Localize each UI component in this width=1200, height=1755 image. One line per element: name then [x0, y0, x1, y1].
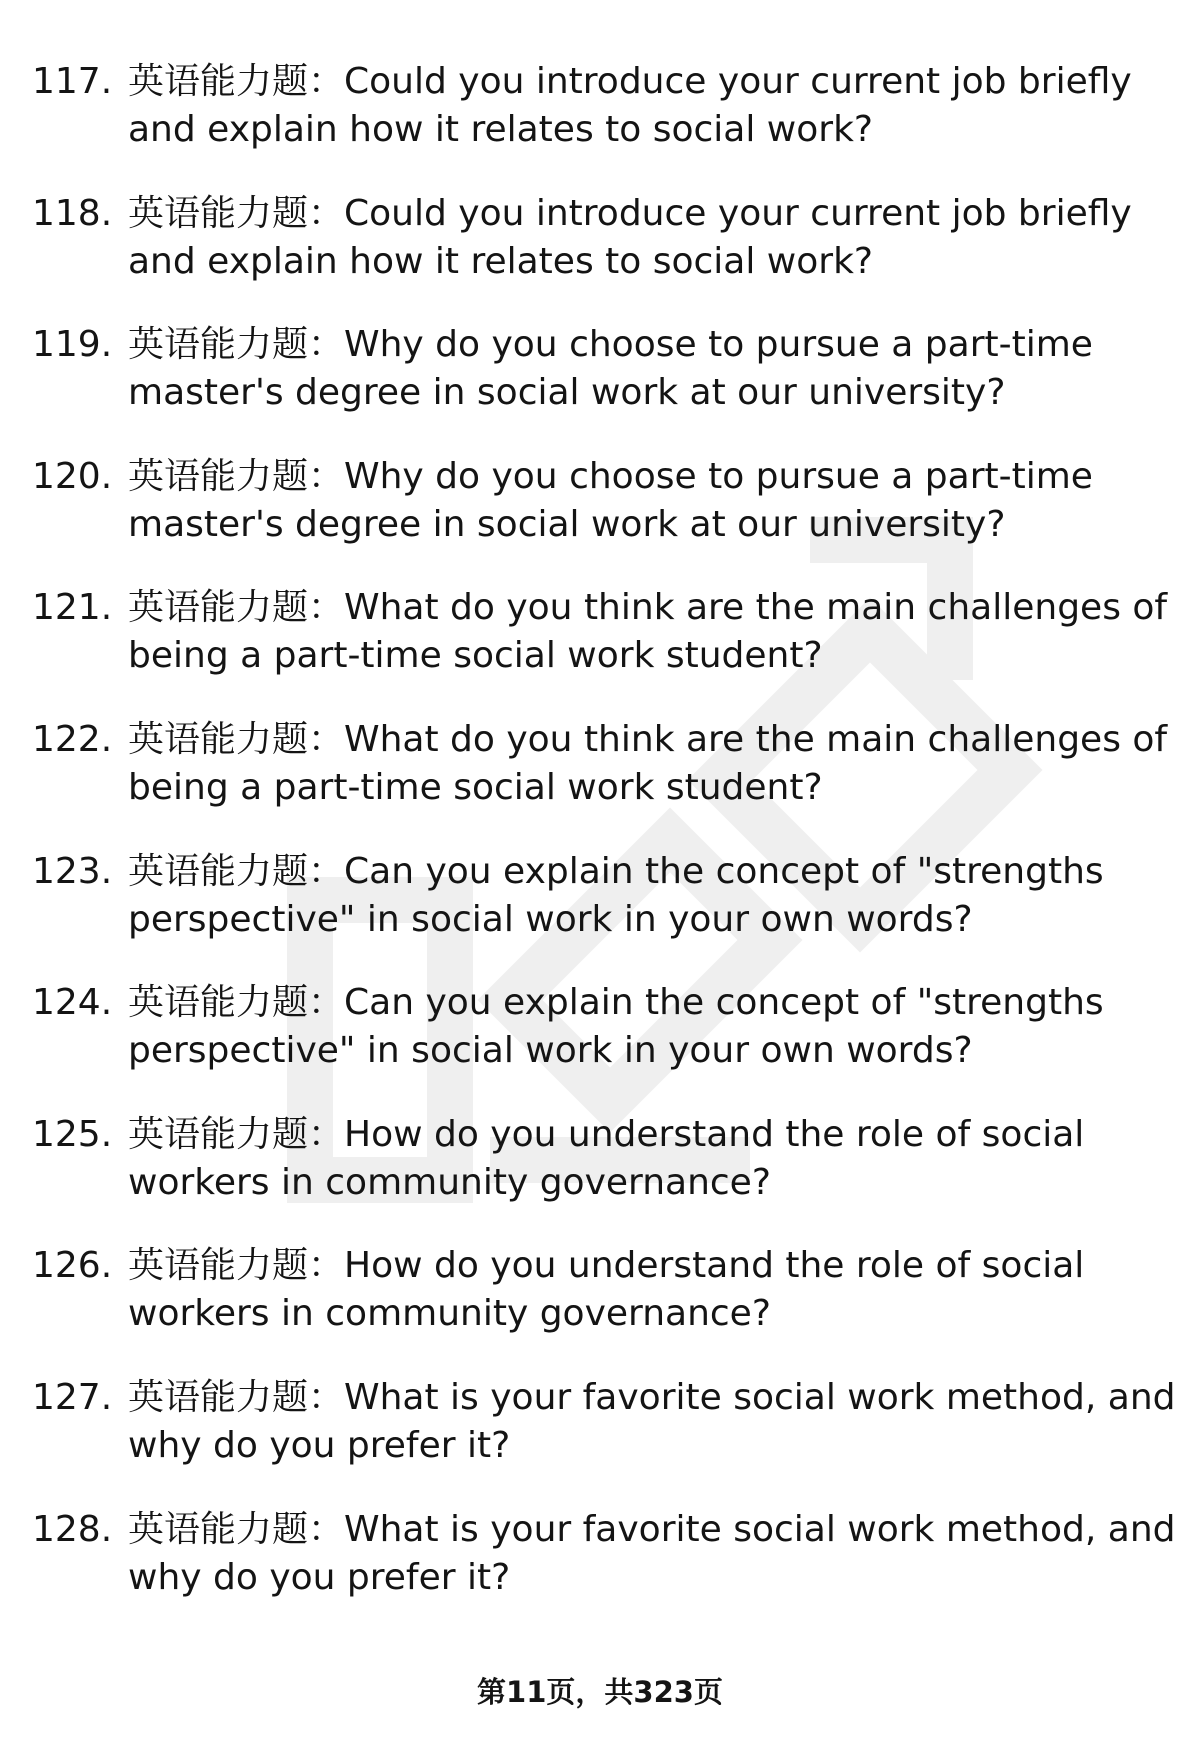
question-text-line: why do you prefer it? [128, 1424, 511, 1466]
question-text-line: master's degree in social work at our university? [128, 503, 1006, 545]
question-text-line: 英语能力题：Can you explain the concept of "strengths [128, 982, 1104, 1024]
question-number: 127. [32, 1376, 113, 1418]
question-text [128, 584, 1168, 680]
question-text [128, 1374, 1176, 1470]
question-list [0, 58, 1200, 1637]
question-text [128, 848, 1138, 944]
question-text-line: why do you prefer it? [128, 1556, 511, 1598]
list-item [0, 584, 1200, 716]
question-text-line: 英语能力题：Could you introduce your current job briefly [128, 192, 1132, 234]
question-number: 122. [32, 718, 113, 760]
question-text-line: 英语能力题：How do you understand the role of social [128, 1245, 1085, 1287]
question-text-line: 英语能力题：What do you think are the main challenges of [128, 587, 1168, 629]
question-number: 128. [32, 1508, 113, 1550]
list-item [0, 58, 1200, 190]
question-text-line: 英语能力题：What is your favorite social work method, and [128, 1508, 1176, 1550]
list-item [0, 716, 1200, 848]
list-item [0, 1111, 1200, 1243]
question-number: 120. [32, 455, 113, 497]
question-text-line: 英语能力题：What do you think are the main challenges of [128, 718, 1168, 760]
list-item [0, 848, 1200, 980]
question-text-line: being a part-time social work student? [128, 635, 823, 677]
question-number: 121. [32, 587, 113, 629]
list-item [0, 1506, 1200, 1638]
question-text-line: 英语能力题：What is your favorite social work method, and [128, 1376, 1176, 1418]
question-number: 124. [32, 982, 113, 1024]
question-text [128, 58, 1138, 154]
question-number: 117. [32, 61, 113, 102]
question-text [128, 1111, 1138, 1207]
question-text-line: perspective" in social work in your own words? [128, 898, 973, 940]
question-text-line: and explain how it relates to social work? [128, 240, 874, 282]
question-number: 123. [32, 850, 113, 892]
question-text [128, 190, 1138, 286]
question-text-line: master's degree in social work at our university? [128, 372, 1006, 414]
list-item [0, 453, 1200, 585]
list-item [0, 190, 1200, 322]
question-text-line: and explain how it relates to social work? [128, 109, 874, 150]
question-number: 126. [32, 1245, 113, 1287]
question-text [128, 979, 1138, 1075]
question-text-line: 英语能力题：Why do you choose to pursue a part-time [128, 324, 1093, 366]
list-item [0, 1374, 1200, 1506]
question-text [128, 1506, 1176, 1602]
question-text-line: being a part-time social work student? [128, 766, 823, 808]
list-item [0, 321, 1200, 453]
question-text [128, 1242, 1138, 1338]
question-text [128, 453, 1138, 549]
question-number: 125. [32, 1113, 113, 1155]
list-item [0, 979, 1200, 1111]
question-text-line: workers in community governance? [128, 1161, 771, 1203]
question-text-line: 英语能力题：How do you understand the role of social [128, 1113, 1085, 1155]
question-text [128, 716, 1168, 812]
question-number: 119. [32, 324, 113, 366]
question-number: 118. [32, 192, 113, 234]
question-text [128, 321, 1138, 417]
question-text-line: 英语能力题：Why do you choose to pursue a part-time [128, 455, 1093, 497]
question-text-line: perspective" in social work in your own words? [128, 1030, 973, 1072]
page-footer: 第11页，共323页 [477, 1675, 723, 1709]
list-item [0, 1242, 1200, 1374]
question-text-line: 英语能力题：Can you explain the concept of "strengths [128, 850, 1104, 892]
question-text-line: 英语能力题：Could you introduce your current job briefly [128, 61, 1132, 102]
question-text-line: workers in community governance? [128, 1293, 771, 1335]
